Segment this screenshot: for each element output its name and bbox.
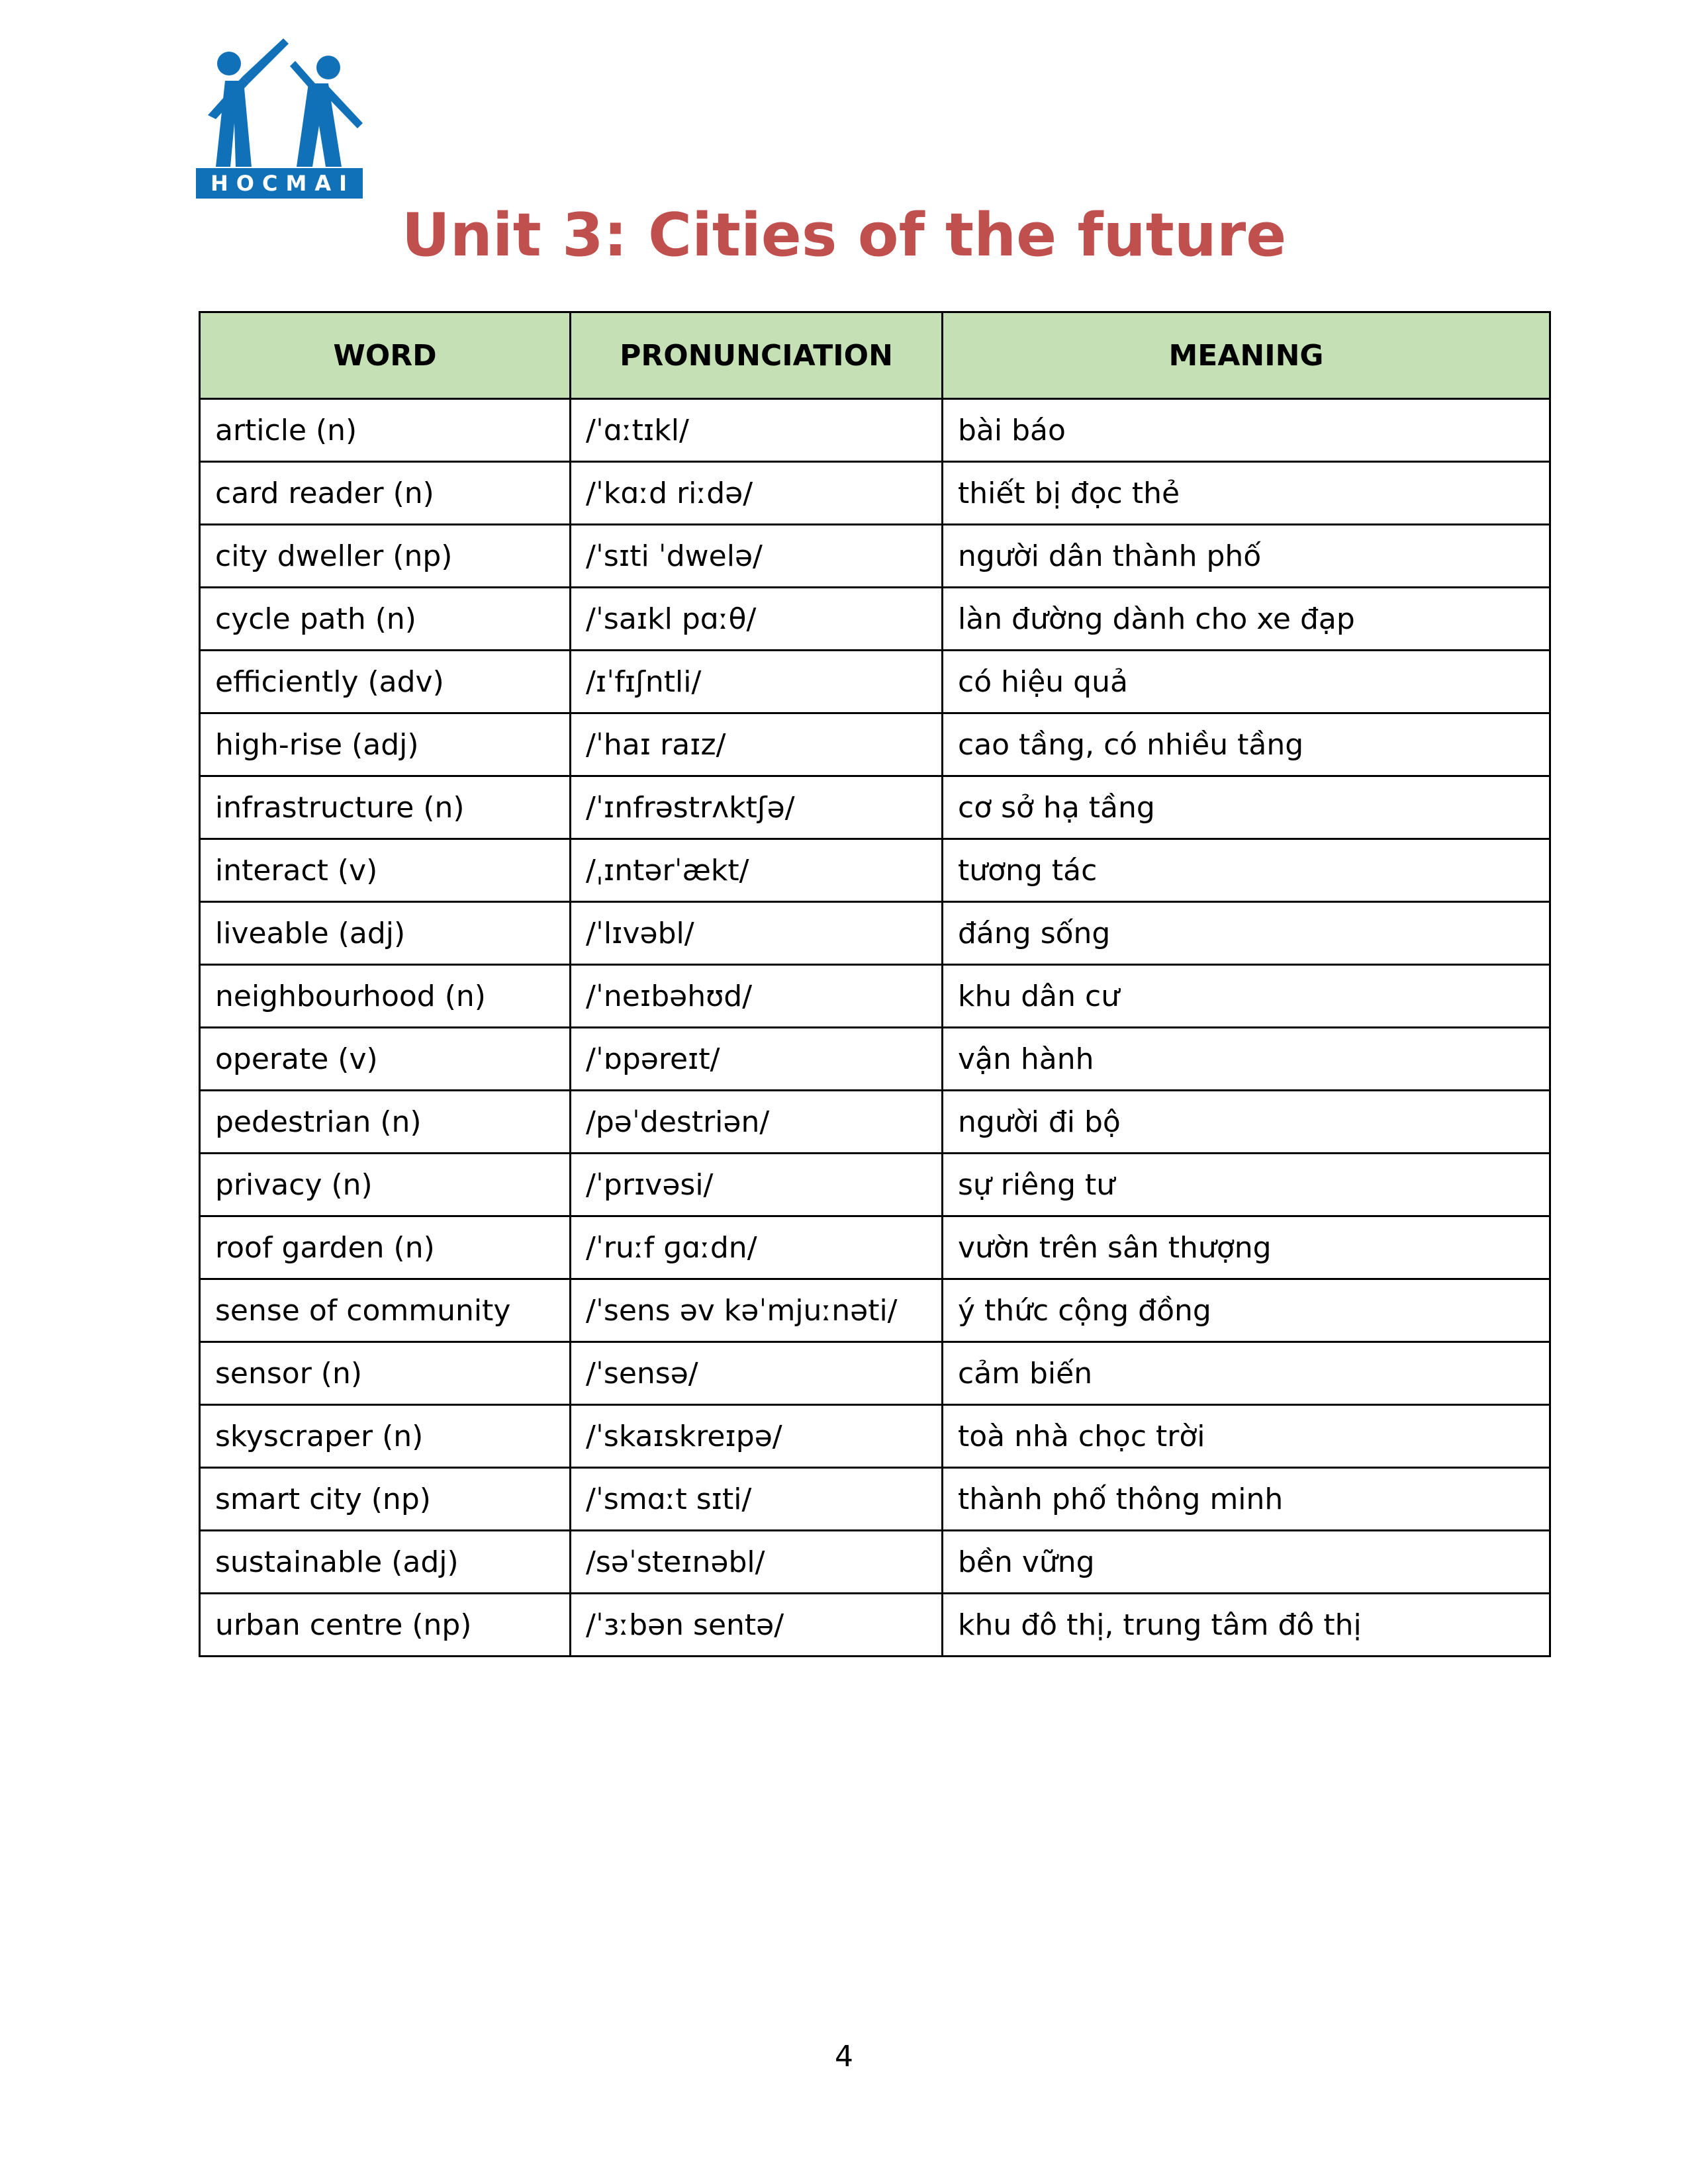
meaning-cell: cảm biến bbox=[943, 1342, 1550, 1405]
table-row bbox=[200, 1028, 1550, 1091]
table-row bbox=[200, 462, 1550, 525]
pronunciation-cell: /səˈsteɪnəbl/ bbox=[571, 1531, 943, 1594]
word-cell: article (n) bbox=[200, 399, 571, 462]
word-cell: pedestrian (n) bbox=[200, 1091, 571, 1154]
meaning-cell: sự riêng tư bbox=[943, 1154, 1550, 1216]
pronunciation-cell: /ˈsɪti ˈdwelə/ bbox=[571, 525, 943, 588]
vocabulary-table bbox=[199, 311, 1551, 1657]
column-header-word: WORD bbox=[200, 312, 571, 399]
pronunciation-cell: /ˈɪnfrəstrʌktʃə/ bbox=[571, 776, 943, 839]
meaning-cell: cao tầng, có nhiều tầng bbox=[943, 713, 1550, 776]
word-cell: privacy (n) bbox=[200, 1154, 571, 1216]
table-row bbox=[200, 1531, 1550, 1594]
table-header-row bbox=[200, 312, 1550, 399]
word-cell: smart city (np) bbox=[200, 1468, 571, 1531]
word-cell: sensor (n) bbox=[200, 1342, 571, 1405]
pronunciation-cell: /ˈkɑːd riːdə/ bbox=[571, 462, 943, 525]
meaning-cell: khu dân cư bbox=[943, 965, 1550, 1028]
meaning-cell: vườn trên sân thượng bbox=[943, 1216, 1550, 1279]
word-cell: interact (v) bbox=[200, 839, 571, 902]
meaning-cell: làn đường dành cho xe đạp bbox=[943, 588, 1550, 651]
column-header-meaning: MEANING bbox=[943, 312, 1550, 399]
table-row bbox=[200, 525, 1550, 588]
word-cell: city dweller (np) bbox=[200, 525, 571, 588]
word-cell: sense of community bbox=[200, 1279, 571, 1342]
table-row bbox=[200, 1594, 1550, 1657]
pronunciation-cell: /ˈsaɪkl pɑːθ/ bbox=[571, 588, 943, 651]
table-row bbox=[200, 1279, 1550, 1342]
two-people-raising-hands-icon bbox=[196, 37, 365, 169]
word-cell: roof garden (n) bbox=[200, 1216, 571, 1279]
meaning-cell: ý thức cộng đồng bbox=[943, 1279, 1550, 1342]
pronunciation-cell: /ˈskaɪskreɪpə/ bbox=[571, 1405, 943, 1468]
pronunciation-cell: /ˈɒpəreɪt/ bbox=[571, 1028, 943, 1091]
table-row bbox=[200, 1154, 1550, 1216]
word-cell: card reader (n) bbox=[200, 462, 571, 525]
meaning-cell: cơ sở hạ tầng bbox=[943, 776, 1550, 839]
logo-wordmark: HOCMAI bbox=[196, 168, 363, 199]
pronunciation-cell: /ˈhaɪ raɪz/ bbox=[571, 713, 943, 776]
word-cell: urban centre (np) bbox=[200, 1594, 571, 1657]
table-row bbox=[200, 399, 1550, 462]
word-cell: skyscraper (n) bbox=[200, 1405, 571, 1468]
pronunciation-cell: /ˈprɪvəsi/ bbox=[571, 1154, 943, 1216]
pronunciation-cell: /ˈlɪvəbl/ bbox=[571, 902, 943, 965]
table-row bbox=[200, 1405, 1550, 1468]
page-title: Unit 3: Cities of the future bbox=[401, 201, 1287, 270]
table-row bbox=[200, 965, 1550, 1028]
table-row bbox=[200, 776, 1550, 839]
meaning-cell: có hiệu quả bbox=[943, 651, 1550, 713]
pronunciation-cell: /ɪˈfɪʃntli/ bbox=[571, 651, 943, 713]
meaning-cell: đáng sống bbox=[943, 902, 1550, 965]
word-cell: high-rise (adj) bbox=[200, 713, 571, 776]
meaning-cell: thành phố thông minh bbox=[943, 1468, 1550, 1531]
pronunciation-cell: /ˌɪntərˈækt/ bbox=[571, 839, 943, 902]
table-row bbox=[200, 1216, 1550, 1279]
pronunciation-cell: /ˈruːf ɡɑːdn/ bbox=[571, 1216, 943, 1279]
pronunciation-cell: /ˈneɪbəhʊd/ bbox=[571, 965, 943, 1028]
table-row bbox=[200, 839, 1550, 902]
pronunciation-cell: /ˈsmɑːt sɪti/ bbox=[571, 1468, 943, 1531]
meaning-cell: vận hành bbox=[943, 1028, 1550, 1091]
table-row bbox=[200, 651, 1550, 713]
meaning-cell: toà nhà chọc trời bbox=[943, 1405, 1550, 1468]
word-cell: efficiently (adv) bbox=[200, 651, 571, 713]
word-cell: operate (v) bbox=[200, 1028, 571, 1091]
pronunciation-cell: /pəˈdestriən/ bbox=[571, 1091, 943, 1154]
meaning-cell: tương tác bbox=[943, 839, 1550, 902]
pronunciation-cell: /ˈsensə/ bbox=[571, 1342, 943, 1405]
pronunciation-cell: /ˈɑːtɪkl/ bbox=[571, 399, 943, 462]
word-cell: sustainable (adj) bbox=[200, 1531, 571, 1594]
meaning-cell: bền vững bbox=[943, 1531, 1550, 1594]
meaning-cell: thiết bị đọc thẻ bbox=[943, 462, 1550, 525]
table-row bbox=[200, 1091, 1550, 1154]
table-row bbox=[200, 902, 1550, 965]
table-row bbox=[200, 1468, 1550, 1531]
pronunciation-cell: /ˈsens əv kəˈmjuːnəti/ bbox=[571, 1279, 943, 1342]
pronunciation-cell: /ˈɜːbən sentə/ bbox=[571, 1594, 943, 1657]
meaning-cell: người đi bộ bbox=[943, 1091, 1550, 1154]
word-cell: infrastructure (n) bbox=[200, 776, 571, 839]
page-number: 4 bbox=[835, 2040, 853, 2073]
table-row bbox=[200, 1342, 1550, 1405]
column-header-pronunciation: PRONUNCIATION bbox=[571, 312, 943, 399]
meaning-cell: khu đô thị, trung tâm đô thị bbox=[943, 1594, 1550, 1657]
word-cell: liveable (adj) bbox=[200, 902, 571, 965]
hocmai-logo bbox=[196, 37, 365, 199]
meaning-cell: bài báo bbox=[943, 399, 1550, 462]
word-cell: neighbourhood (n) bbox=[200, 965, 571, 1028]
table-row bbox=[200, 588, 1550, 651]
table-row bbox=[200, 713, 1550, 776]
word-cell: cycle path (n) bbox=[200, 588, 571, 651]
meaning-cell: người dân thành phố bbox=[943, 525, 1550, 588]
